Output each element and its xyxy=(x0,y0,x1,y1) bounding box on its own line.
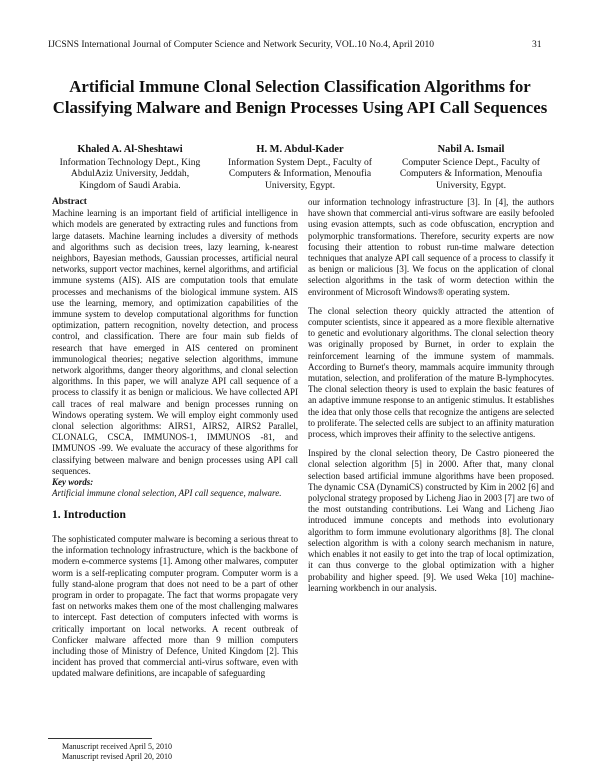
keywords-heading: Key words: xyxy=(52,477,94,488)
author-affiliation: Computers & Information, Menoufia xyxy=(399,168,543,179)
footnotes xyxy=(62,742,172,762)
author-affiliation: Information System Dept., Faculty of xyxy=(228,156,372,168)
abstract-block xyxy=(52,197,298,499)
introduction-paragraph xyxy=(52,534,298,688)
abstract-text: Machine learning is an important field of artificial intelligence in which models are generated by extracting rules and functions from large datasets. Machine learning includes a diversity of methods and algorithms such as decision trees, lazy learning, k-nearest neighbors, Bayesian methods, Gaussian processes, artificial neural networks, support vector machines, kernel algorithms, and artificial immune systems (AIS). AIS are computation tools that emulate processes and mechanisms of the biological immune system. AIS use the learning, memory, and optimization capabilities of the immune system to develop computational algorithms for function optimization, pattern recognition, novelty detection, and process control, and classification. There are four main sub fields of research that have emerged in AIS centered on prominent immunological theories; negative selection algorithms, immune network algorithms, danger theory algorithms, and clonal selection algorithms. In this paper, we will analyze API call sequence of a process to classify it as benign or malicious. We have collected API call traces of real malware and benign processes running on Windows operating system. We will employ eight commonly used clonal selection algorithms: AIRS1, AIRS2, AIRS2 Parallel, CLONALG, CSCA, IMMUNOS-1, IMMUNOS -81, and IMMUNOS -99. We evaluate the accuracy of these algorithms for classifying between malware and benign processes using API call sequences. xyxy=(52,208,298,476)
paragraph-3: Inspired by the clonal selection theory, De Castro pioneered the clonal selection algorithm [5] in 2000. After that, many clonal selection based artificial immune algorithms have been proposed. The dynamic CSA (DynamiCS) constructed by Kim in 2002 [6] and polyclonal strategy proposed by Licheng Jiao in 2003 [7] are two of the most outstanding contributions. Lei Wang and Licheng Jiao introduced immune concepts and methods into evolutionary algorithm to form immune evolutionary algorithms [8]. The clonal selection algorithm is with a colony search mechanism in nature, which enables it not easily to get into the trap of local optimization, it can thus converge to the global optimization with a higher probability and higher speed. [9]. We used Weka [10] machine-learning workbench in our analysis. xyxy=(308,448,554,593)
author-affiliation: Computer Science Dept., Faculty of xyxy=(401,156,540,168)
intro-paragraph-1: The sophisticated computer malware is becoming a serious threat to the information technology infrastructure, which is the backbone of modern e-commerce systems [1]. Among other malwares, computer worm is a self-replicating computer program. Computer worm is a fully stand-alone program that does not need to be a part of other program in order to propagate. The fact that worms propagate very fast on networks makes them one of the most challenging malwares to intercept. Fast detection of computers infected with worms is critically important on local networks. A recent outbreak of Conficker malware affected more than 9 million computers including those of Ministry of Defence, United Kingdom [2]. This incident has proved that commercial anti-virus software, even with updated malware definitions, are incapable of safeguarding xyxy=(52,534,298,679)
author-name: Nabil A. Ismail xyxy=(437,144,505,155)
author-affiliation: Kingdom of Saudi Arabia. xyxy=(79,179,181,191)
paragraph-1: our information technology infrastructure [3]. In [4], the authors have shown that commercial anti-virus software are easily befooled using evasion attempts, such as code obfuscation, encryption and polymorphic transformations. Therefore, security experts are now focusing their attention to robust run-time malware detection techniques that analyze API call sequence of a process to classify it as benign or malicious [3]. We focus on the application of clonal selection algorithms in the task of worm detection within the environment of Microsoft Windows® operating system. xyxy=(308,197,554,297)
author-block-2 xyxy=(210,144,390,191)
running-header: IJCSNS International Journal of Computer Science and Network Security, VOL.10 No.4, April 2010 xyxy=(48,39,435,50)
right-column xyxy=(308,197,554,602)
author-affiliation: University, Egypt. xyxy=(265,179,335,191)
manuscript-received: Manuscript received April 5, 2010 xyxy=(62,742,172,751)
author-affiliation: Information Technology Dept., King xyxy=(59,156,201,168)
author-affiliation: University, Egypt. xyxy=(436,179,506,191)
keywords-text: Artificial immune clonal selection, API call sequence, malware. xyxy=(52,488,282,499)
abstract-heading: Abstract xyxy=(52,197,87,207)
author-block-3 xyxy=(382,144,560,191)
author-block-1 xyxy=(44,144,216,191)
section-1-heading-wrap xyxy=(52,509,298,521)
author-affiliation: AbdulAziz University, Jeddah, xyxy=(70,168,190,179)
section-heading: 1. Introduction xyxy=(52,509,126,521)
author-name: H. M. Abdul-Kader xyxy=(256,144,344,155)
footnote-divider xyxy=(48,738,152,739)
paper-title: Artificial Immune Clonal Selection Classification Algorithms for Classifying Malware and Benign Processes Using API Call Sequences xyxy=(52,77,548,117)
paragraph-2: The clonal selection theory quickly attracted the attention of computer scientists, since it appeared as a more flexible alternative to genetic and evolutionary algorithms. The clonal selection theory was originally proposed by Burnet, in order to explain the reinforcement learning of the immune system of mammals. According to Burnet's theory, mammals acquire immunity through mutation, selection, and proliferation of the mature B-lymphocytes. The clonal selection theory is used to explain the basic features of an adaptive immune response to an antigenic stimulus. It establishes the idea that only those cells that recognize the antigens are selected to proliferate. The selected cells are subject to an affinity maturation process, which improves their affinity to the selective antigens. xyxy=(308,305,554,440)
author-name: Khaled A. Al-Sheshtawi xyxy=(77,144,183,155)
page-number: 31 xyxy=(532,39,542,50)
manuscript-revised: Manuscript revised April 20, 2010 xyxy=(62,751,172,761)
author-affiliation: Computers & Information, Menoufia xyxy=(228,168,372,179)
